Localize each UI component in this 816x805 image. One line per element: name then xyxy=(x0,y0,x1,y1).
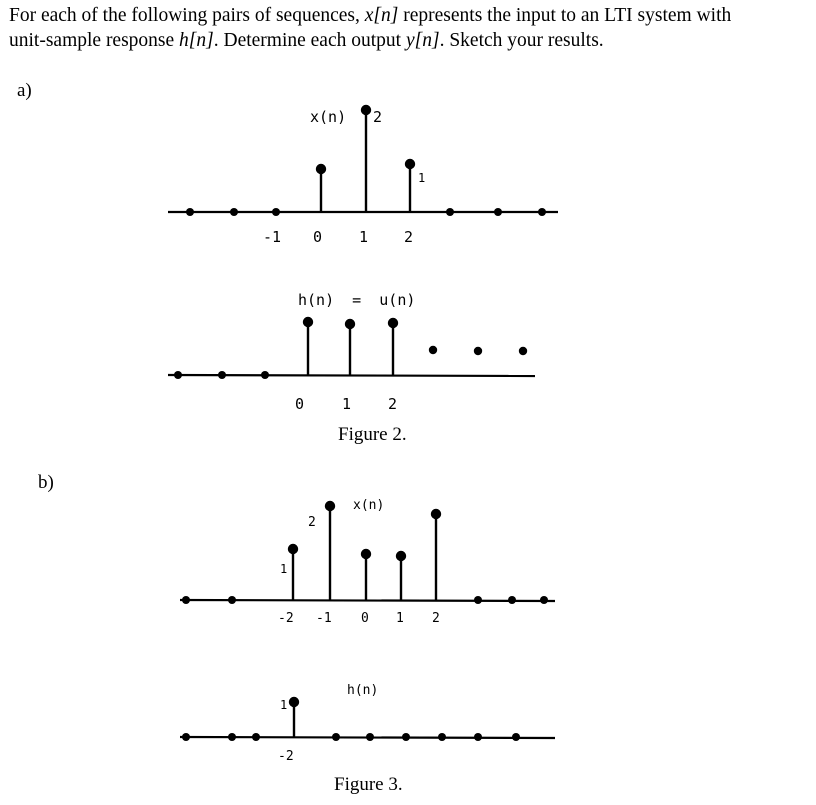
h-label: h(n) xyxy=(347,683,379,698)
stem-head-n0 xyxy=(304,318,312,326)
zero-sample-dot xyxy=(228,733,236,741)
x-label: x(n) xyxy=(353,498,385,513)
value-label-1: 1 xyxy=(280,698,288,712)
zero-sample-dot xyxy=(230,208,238,216)
zero-sample-dot xyxy=(402,733,410,741)
continuation-dot xyxy=(429,346,437,354)
zero-sample-dot xyxy=(366,733,374,741)
problem-text: unit-sample response xyxy=(9,30,180,51)
tick-label: 0 xyxy=(361,611,369,626)
zero-sample-dot xyxy=(474,596,482,604)
stem-head-n0 xyxy=(317,165,325,173)
zero-sample-dot xyxy=(540,596,548,604)
problem-text: . Determine each output xyxy=(213,30,406,51)
tick-label: -2 xyxy=(278,749,294,764)
x-sequence-symbol: x[n] xyxy=(364,5,399,26)
stem-head-n-minus-2 xyxy=(290,698,298,706)
zero-sample-dot xyxy=(538,208,546,216)
x-label: x(n) xyxy=(310,108,347,126)
zero-sample-dot xyxy=(174,371,182,379)
continuation-dot xyxy=(474,347,482,355)
y-sequence-symbol: y[n] xyxy=(405,30,440,51)
tick-label: 0 xyxy=(295,395,305,413)
tick-label: 2 xyxy=(404,228,414,246)
tick-label: -1 xyxy=(263,228,282,246)
value-label-1: 1 xyxy=(280,562,288,576)
part-a-label: a) xyxy=(17,80,32,101)
problem-text: . Sketch your results. xyxy=(439,30,604,51)
tick-label: 0 xyxy=(313,228,323,246)
zero-sample-dot xyxy=(512,733,520,741)
zero-sample-dot xyxy=(438,733,446,741)
stem-head-n2 xyxy=(406,160,414,168)
tick-label: 2 xyxy=(432,611,440,626)
figure-2-x-plot xyxy=(168,106,558,246)
continuation-dot xyxy=(519,347,527,355)
problem-text: represents the input to an LTI system with xyxy=(398,5,732,26)
tick-label: 2 xyxy=(388,395,398,413)
value-label-2: 2 xyxy=(373,108,383,126)
zero-sample-dot xyxy=(446,208,454,216)
value-label-2: 2 xyxy=(308,515,316,530)
zero-sample-dot xyxy=(182,733,190,741)
figure-2-h-plot xyxy=(168,291,535,445)
stem-head-n0 xyxy=(362,550,370,558)
zero-sample-dot xyxy=(228,596,236,604)
h-sequence-symbol: h[n] xyxy=(179,30,214,51)
stem-head-n2 xyxy=(389,319,397,327)
figure-caption: Figure 2. xyxy=(338,424,407,445)
tick-label: 1 xyxy=(359,228,369,246)
zero-sample-dot xyxy=(494,208,502,216)
h-label: h(n) = u(n) xyxy=(298,291,416,309)
figure-caption: Figure 3. xyxy=(334,774,403,795)
problem-text: For each of the following pairs of sequences, xyxy=(9,5,365,26)
zero-sample-dot xyxy=(474,733,482,741)
stem-head-n2 xyxy=(432,510,440,518)
zero-sample-dot xyxy=(508,596,516,604)
stem-head-n1 xyxy=(362,106,370,114)
tick-label: -2 xyxy=(278,611,294,626)
stem-head-n-minus-2 xyxy=(289,545,297,553)
zero-sample-dot xyxy=(182,596,190,604)
tick-label: -1 xyxy=(316,611,332,626)
zero-sample-dot xyxy=(218,371,226,379)
tick-label: 1 xyxy=(342,395,352,413)
tick-label: 1 xyxy=(396,611,404,626)
zero-sample-dot xyxy=(332,733,340,741)
zero-sample-dot xyxy=(261,371,269,379)
part-b-label: b) xyxy=(38,472,54,493)
zero-sample-dot xyxy=(252,733,260,741)
figure-3-h-plot xyxy=(180,683,555,795)
value-label-1: 1 xyxy=(418,171,426,185)
zero-sample-dot xyxy=(186,208,194,216)
stem-head-n1 xyxy=(346,320,354,328)
stem-head-n-minus-1 xyxy=(326,502,334,510)
zero-sample-dot xyxy=(272,208,280,216)
axis-line xyxy=(180,600,555,601)
figure-3-x-plot xyxy=(180,498,555,626)
stem-head-n1 xyxy=(397,552,405,560)
